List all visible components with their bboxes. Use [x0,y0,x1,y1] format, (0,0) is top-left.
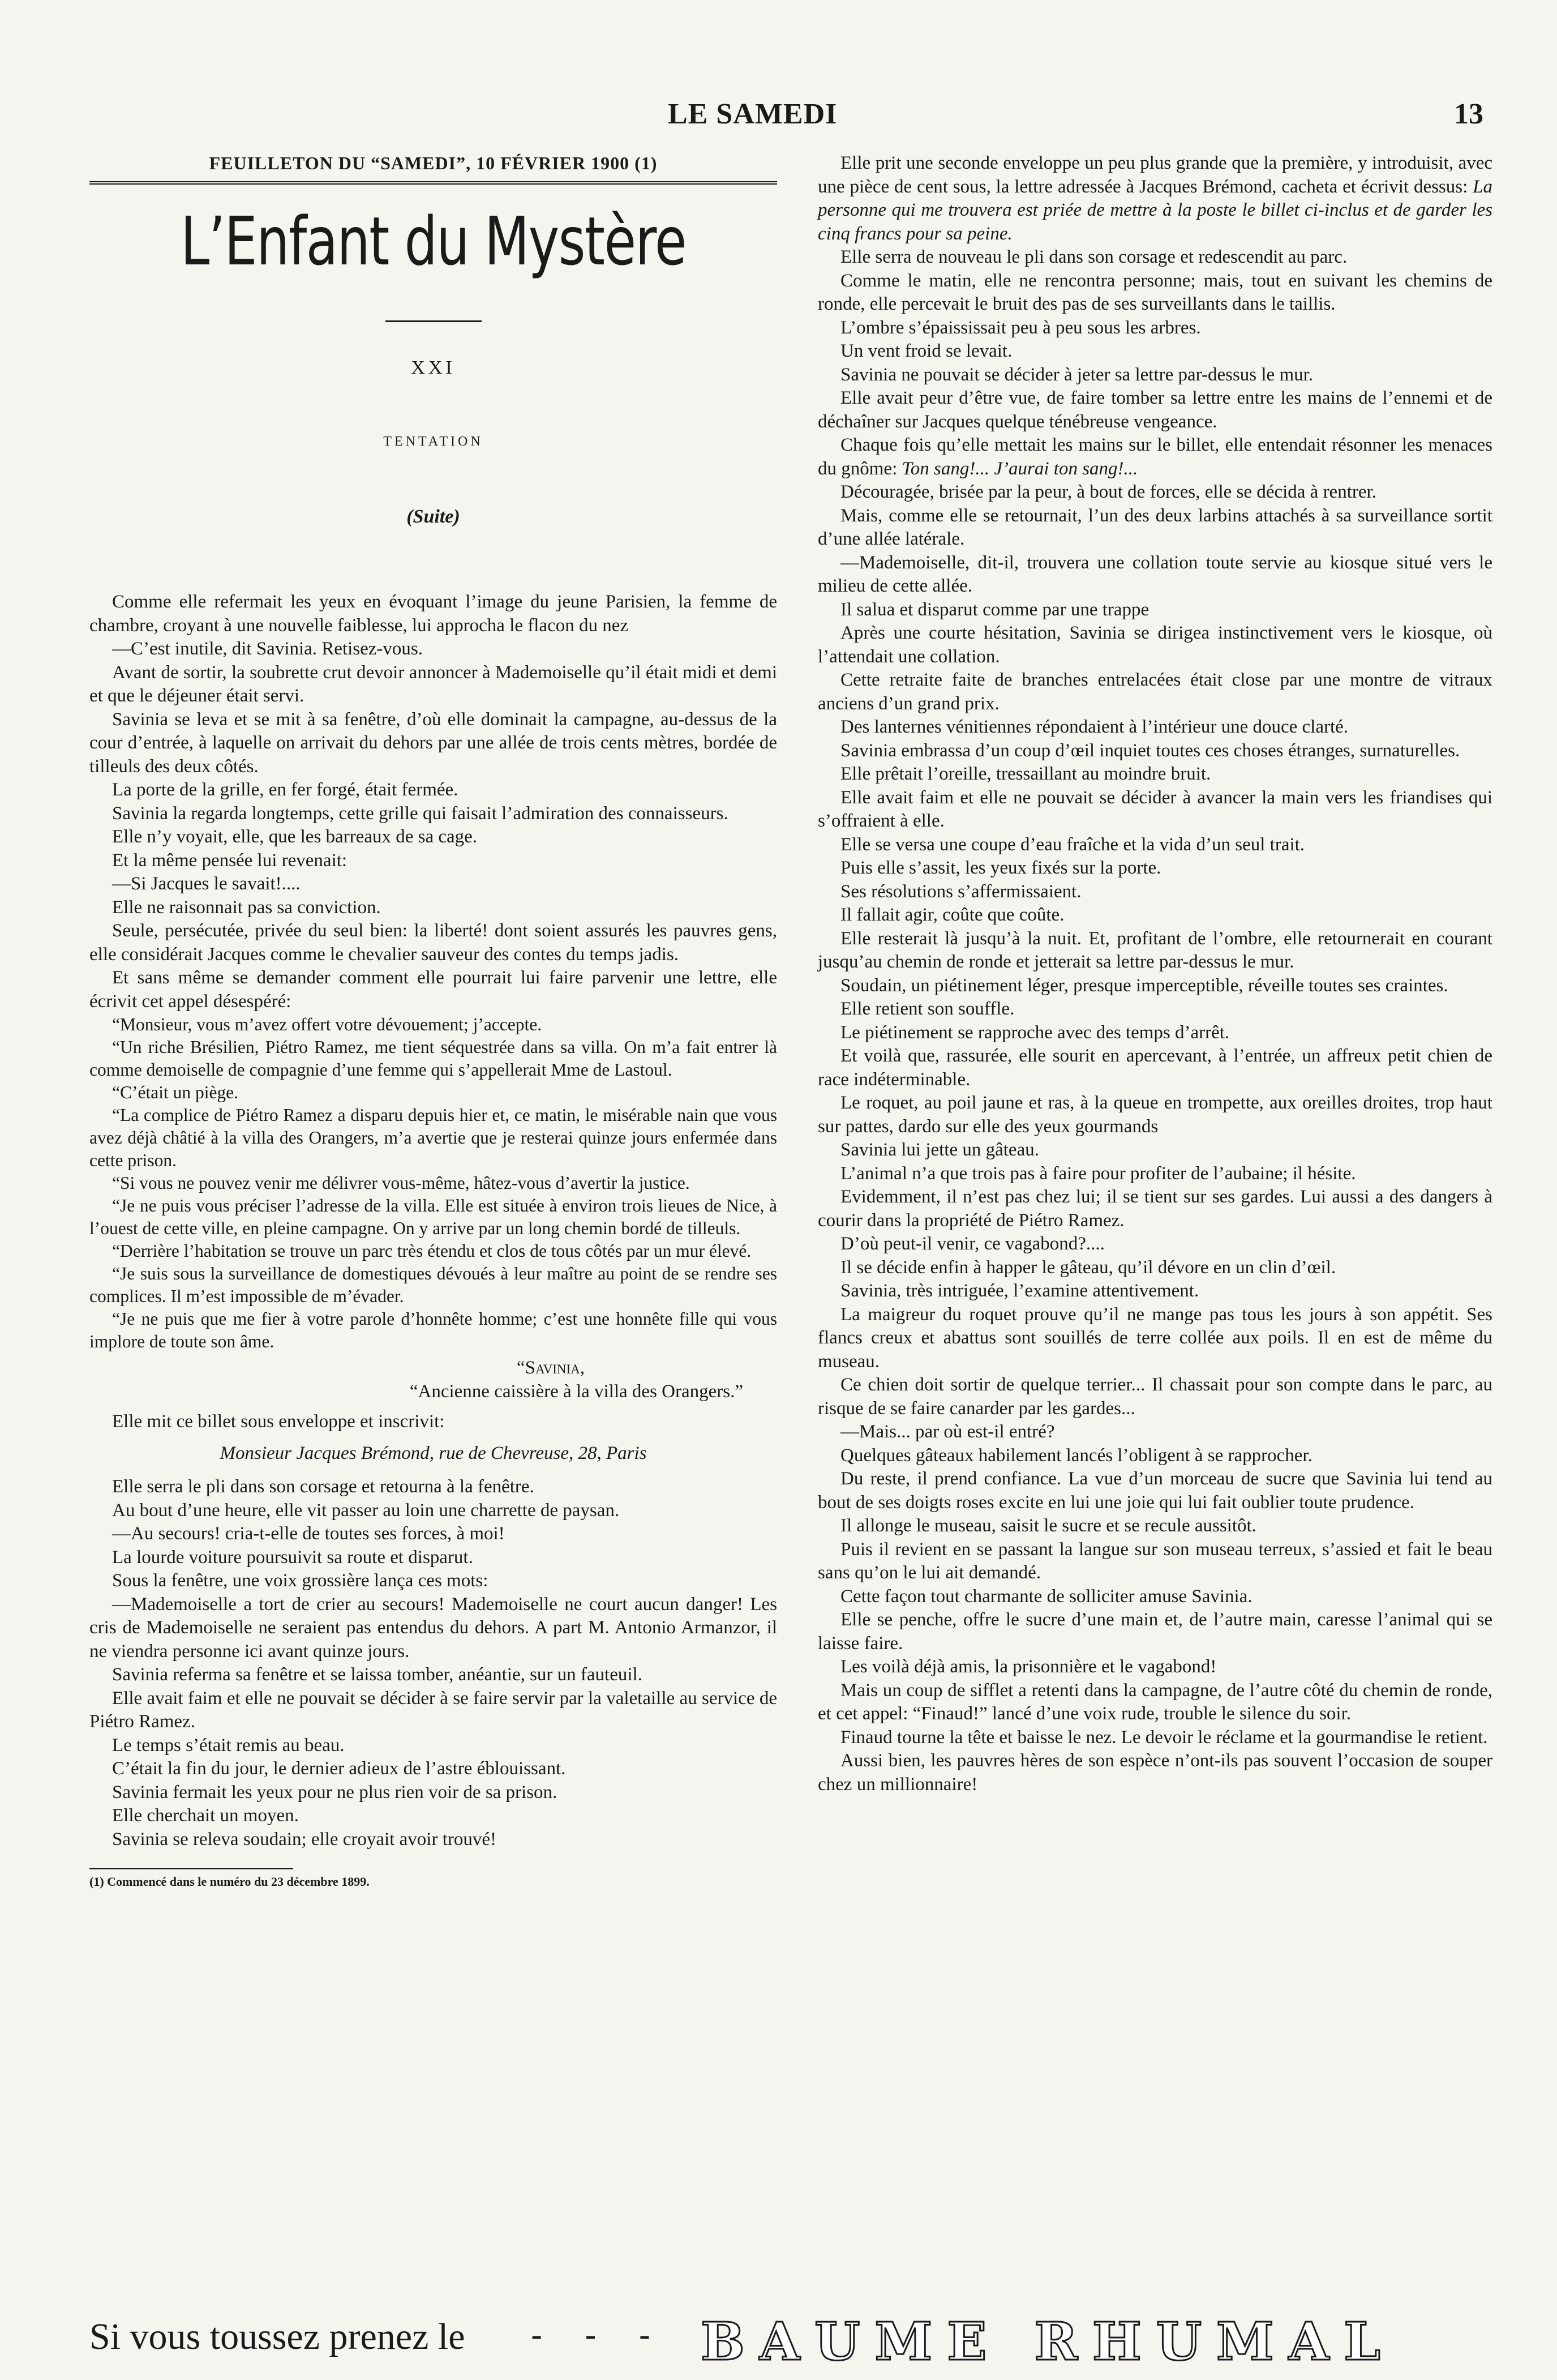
paragraph [818,998,1492,1021]
paragraph [818,739,1492,763]
left-after [89,1410,777,1434]
paragraph [818,1420,1492,1444]
paragraph-text: Les voilà déjà amis, la prisonnière et le vagabond! [840,1656,1217,1677]
paragraph-text: Savinia fermait les yeux pour ne plus rien voir de sa prison. [112,1782,557,1803]
paragraph-text: L’ombre s’épaississait peu à peu sous les arbres. [840,317,1201,338]
paragraph-text: C’était la fin du jour, le dernier adieux de l’astre éblouissant. [112,1758,566,1779]
paragraph [89,1081,777,1104]
paragraph-text: Finaud tourne la tête et baisse le nez. Le devoir le réclame et la gourmandise le retient. [840,1727,1488,1748]
paragraph-text: “Je ne puis que me fier à votre parole d’honnête homme; c’est une honnête fille qui vous implore de toute son âme. [89,1309,777,1351]
paragraph [818,1655,1492,1679]
paragraph [89,802,777,826]
paragraph [818,434,1492,481]
paragraph-text: “Je ne puis vous préciser l’adresse de la villa. Elle est située à environ trois lieues de Nice, à l’ouest de cette ville, en pleine campagne. On y arrive par un long chemin bordé de tilleuls. [89,1196,777,1238]
paragraph [89,1262,777,1308]
paragraph-text: Elle avait faim et elle ne pouvait se décider à se faire servir par la valetaille au service de Piétro Ramez. [89,1688,777,1732]
paragraph-text: L’animal n’a que trois pas à faire pour profiter de l’aubaine; il hésite. [840,1163,1356,1184]
paragraph [89,966,777,1013]
paragraph-text: Elle prêtait l’oreille, tressaillant au moindre bruit. [840,764,1211,784]
paragraph [89,661,777,708]
paragraph [818,551,1492,598]
paragraph [89,1593,777,1664]
paragraph-text: Savinia la regarda longtemps, cette grille qui faisait l’admiration des connaisseurs. [112,803,728,824]
feuilleton-header: FEUILLETON DU “SAMEDI”, 10 FÉVRIER 1900 (1) [89,152,777,185]
paragraph-text: Elle se penche, offre le sucre d’une main et, de l’autre main, caresse l’animal qui se laisse faire. [818,1610,1492,1654]
paragraph-text: La lourde voiture poursuivit sa route et disparut. [112,1547,473,1568]
paragraph [89,919,777,966]
paragraph [818,833,1492,857]
paragraph [89,1172,777,1195]
paragraph [818,904,1492,927]
paragraph [89,1569,777,1593]
paragraph-text: Chaque fois qu’elle mettait les mains sur le billet, elle entendait résonner les menaces du gnôme: [818,435,1492,479]
paragraph-text: Des lanternes vénitiennes répondaient à l’intérieur une douce clarté. [840,717,1349,737]
paragraph [818,763,1492,786]
paragraph-text: Au bout d’une heure, elle vit passer au loin une charrette de paysan. [112,1500,620,1521]
page-number: 13 [1454,98,1483,130]
paragraph-text: Elle avait faim et elle ne pouvait se décider à avancer la main vers les friandises qui s’offraient à elle. [818,787,1492,831]
paragraph-text: “Monsieur, vous m’avez offert votre dévouement; j’accepte. [112,1015,542,1034]
paragraph-text: La porte de la grille, en fer forgé, était fermée. [112,780,458,800]
paragraph [818,387,1492,434]
paragraph [89,1499,777,1523]
paragraph [89,1308,777,1353]
serial-title: L’Enfant du Mystère [181,202,686,280]
paragraph-text: Après une courte hésitation, Savinia se dirigea instinctivement vers le kiosque, où l’attendait une collation. [818,623,1492,667]
paragraph [818,1045,1492,1091]
paragraph [89,1475,777,1499]
paragraph [818,1444,1492,1468]
paragraph [818,340,1492,363]
paragraph [89,1410,777,1434]
paragraph-text: Elle serra le pli dans son corsage et retourna à la fenêtre. [112,1476,534,1497]
paragraph-italic-text: La personne qui me trouvera est priée de mettre à la poste le billet ci-inclus et de garder les cinq francs pour sa peine. [818,176,1492,244]
paragraph-text: Découragée, brisée par la peur, à bout de forces, elle se décida à rentrer. [840,482,1376,502]
paragraph [89,1804,777,1828]
left-body [89,590,777,1353]
paragraph [818,504,1492,551]
paragraph-text: Mais un coup de sifflet a retenti dans la campagne, de l’autre côté du chemin de ronde, et cet appel: “Finaud!” lancé d’une voix rude, trouble le silence du soir. [818,1680,1492,1724]
paragraph [818,1279,1492,1303]
paragraph [89,708,777,779]
paragraph [818,716,1492,739]
paragraph-text: “Un riche Brésilien, Piétro Ramez, me tient séquestrée dans sa villa. On m’a fait entrer là comme demoiselle de compagnie d’une femme qui s’appellerait Mme de Lastoul. [89,1037,777,1080]
paragraph [818,622,1492,669]
paragraph [818,1185,1492,1232]
paragraph-text: La maigreur du roquet prouve qu’il ne mange pas tous les jours à son appétit. Ses flancs creux et abattus sont souillés de terre collée aux poils. Il en est de même du museau. [818,1304,1492,1372]
paragraph [818,857,1492,880]
paragraph [89,1546,777,1570]
paragraph [818,1303,1492,1374]
paragraph-text: “Si vous ne pouvez venir me délivrer vous-même, hâtez-vous d’avertir la justice. [112,1173,690,1193]
paragraph-text: Ses résolutions s’affermissaient. [840,881,1082,902]
paragraph [818,1608,1492,1655]
paragraph [89,1195,777,1240]
paragraph-text: Savinia referma sa fenêtre et se laissa tomber, anéantie, sur un fauteuil. [112,1664,642,1685]
paragraph-text: Elle avait peur d’être vue, de faire tomber sa lettre entre les mains de l’ennemi et de déchaîner sur Jacques quelque ténébreuse vengeance. [818,388,1492,432]
paragraph-text: Seule, persécutée, privée du seul bien: la liberté! dont soient assurés les pauvres gens, elle considérait Jacques comme le chevalier sauveur des contes du temps jadis. [89,921,777,965]
paragraph [818,481,1492,504]
chapter-number: XXI [411,357,456,378]
paragraph [89,849,777,873]
paragraph-text: —Mademoiselle, dit-il, trouvera une collation toute servie au kiosque situé vers le milieu de cette allée. [818,552,1492,596]
paragraph [89,778,777,802]
ad-lead: Si vous toussez prenez le [89,2316,465,2357]
paragraph-text: Cette façon tout charmante de solliciter amuse Savinia. [840,1586,1253,1607]
paragraph [89,896,777,920]
paragraph [818,246,1492,269]
paragraph-text: Aussi bien, les pauvres hères de son espèce n’ont-ils pas souvent l’occasion de souper chez un millionnaire! [818,1750,1492,1795]
paragraph-text: Savinia se leva et se mit à sa fenêtre, d’où elle dominait la campagne, au-dessus de la cour d’entrée, à laquelle on arrivait du dehors par une allée de trois cents mètres, bordée de tilleuls des deux côtés. [89,709,777,777]
paragraph-text: Puis elle s’assit, les yeux fixés sur la porte. [840,858,1161,878]
paragraph-text: Mais, comme elle se retournait, l’un des deux larbins attachés à sa surveillance sortit d’une allée latérale. [818,505,1492,549]
paragraph-italic-text: Ton sang!... J’aurai ton sang!... [902,458,1138,479]
paragraph-text: Du reste, il prend confiance. La vue d’un morceau de sucre que Savinia lui tend au bout de ses doigts roses excite en lui une joie qui lui fait oublier toute prudence. [818,1469,1492,1513]
paragraph-text: Elle prit une seconde enveloppe un peu plus grande que la première, y introduisit, avec une pièce de cent sous, la lettre adressée à Jacques Brémond, cacheta et écrivit dessus: [818,153,1492,197]
letter-signature-title: “Ancienne caissière à la villa des Orangers.” [409,1381,743,1402]
paragraph [89,1522,777,1546]
paragraph-text: Elle n’y voyait, elle, que les barreaux de sa cage. [112,827,478,847]
paragraph-text: Et sans même se demander comment elle pourrait lui faire parvenir une lettre, elle écrivit cet appel désespéré: [89,968,777,1012]
paragraph [89,825,777,849]
right-body [818,152,1492,1796]
paragraph-text: Il salua et disparut comme par une trappe [840,599,1149,620]
paragraph [89,590,777,637]
paragraph [818,1138,1492,1162]
paragraph-text: Avant de sortir, la soubrette crut devoir annoncer à Mademoiselle qu’il était midi et demi et que le déjeuner était servi. [89,662,777,706]
ad-brand: BAUME RHUMAL [701,2311,1395,2372]
paragraph-text: Elle serra de nouveau le pli dans son corsage et redescendit au parc. [840,247,1348,267]
paragraph [818,1373,1492,1420]
paragraph [818,1538,1492,1585]
letter-signature: “Savinia, [516,1358,585,1378]
paragraph-text: Quelques gâteaux habilement lancés l’obligent à se rapprocher. [840,1445,1312,1466]
paragraph-text: Elle se versa une coupe d’eau fraîche et la vida d’un seul trait. [840,834,1305,855]
paragraph-text: D’où peut-il venir, ce vagabond?.... [840,1234,1105,1254]
left-end [89,1475,777,1851]
paragraph [89,1687,777,1734]
paragraph-text: —Mais... par où est-il entré? [840,1422,1055,1442]
paragraph [89,1781,777,1805]
paragraph-text: Puis il revient en se passant la langue sur son museau terreux, s’assied et fait le beau sans qu’on le lui ait demandé. [818,1539,1492,1583]
paragraph [89,1240,777,1262]
paragraph [89,1013,777,1036]
paragraph-text: Il se décide enfin à happer le gâteau, qu’il dévore en un clin d’œil. [840,1257,1336,1278]
paragraph [89,637,777,661]
title-rule [385,320,482,322]
paragraph [89,1036,777,1081]
running-title: LE SAMEDI [668,98,838,130]
paragraph [89,1757,777,1781]
paragraph-text: Savinia embrassa d’un coup d’œil inquiet toutes ces choses étranges, surnaturelles. [840,740,1460,761]
paragraph-text: Et la même pensée lui revenait: [112,850,348,871]
paragraph-text: —Au secours! cria-t-elle de toutes ses forces, à moi! [112,1523,505,1544]
paragraph [818,1256,1492,1280]
paragraph-text: Comme le matin, elle ne rencontra personne; mais, tout en suivant les chemins de ronde, elle percevait le bruit des pas de ses surveillants dans le taillis. [818,270,1492,314]
paragraph-text: Soudain, un piétinement léger, presque imperceptible, réveille toutes ses craintes. [840,975,1448,996]
chapter-title: TENTATION [383,434,483,449]
paragraph-text: Le piétinement se rapproche avec des temps d’arrêt. [840,1022,1230,1043]
paragraph-text: Savinia lui jette un gâteau. [840,1140,1039,1160]
paragraph-text: Il fallait agir, coûte que coûte. [840,905,1065,925]
paragraph-text: —C’est inutile, dit Savinia. Retisez-vous. [112,639,423,659]
paragraph-text: Un vent froid se levait. [840,341,1013,361]
paragraph [818,1467,1492,1514]
paragraph-text: Cette retraite faite de branches entrelacées était close par une montre de vitraux anciens d’un grand prix. [818,670,1492,714]
paragraph [818,1679,1492,1726]
paragraph-text: Elle resterait là jusqu’à la nuit. Et, profitant de l’ombre, elle retournerait en courant jusqu’au chemin de ronde et jetterait sa lettre par-dessus le mur. [818,928,1492,972]
paragraph [818,598,1492,622]
paragraph [818,1514,1492,1538]
paragraph-text: Savinia se releva soudain; elle croyait avoir trouvé! [112,1829,496,1850]
paragraph-text: “C’était un piège. [112,1082,239,1102]
paragraph [818,1021,1492,1045]
paragraph [89,1663,777,1687]
paragraph [818,1162,1492,1186]
envelope-address: Monsieur Jacques Brémond, rue de Chevreuse, 28, Paris [220,1442,647,1463]
paragraph-text: Sous la fenêtre, une voix grossière lança ces mots: [112,1570,488,1591]
paragraph [818,363,1492,387]
paragraph [89,1828,777,1852]
suite-label: (Suite) [406,506,460,527]
footnote-rule [89,1868,293,1869]
paragraph-text: Et voilà que, rassurée, elle sourit en apercevant, à l’entrée, un affreux petit chien de race indéterminable. [818,1046,1492,1090]
paragraph-text: Elle mit ce billet sous enveloppe et inscrivit: [112,1411,445,1432]
paragraph-text: “Je suis sous la surveillance de domestiques dévoués à leur maître au point de se rendre ses complices. Il m’est impossible de m’évader. [89,1264,777,1306]
paragraph-text: Il allonge le museau, saisit le sucre et se recule aussitôt. [840,1516,1256,1536]
paragraph-text: Elle cherchait un moyen. [112,1805,299,1826]
paragraph-text: Elle retient son souffle. [840,999,1015,1019]
paragraph [818,880,1492,904]
paragraph [818,1726,1492,1750]
paragraph-text: “Derrière l’habitation se trouve un parc très étendu et clos de tous côtés par un mur élevé. [112,1241,752,1261]
paragraph-text: Elle ne raisonnait pas sa conviction. [112,897,381,918]
paragraph [818,927,1492,974]
paragraph-text: Le roquet, au poil jaune et ras, à la queue en trompette, aux oreilles droites, trop haut sur pattes, dardo sur elle des yeux gourmands [818,1093,1492,1137]
paragraph [818,1232,1492,1256]
paragraph [818,1749,1492,1796]
paragraph [818,152,1492,246]
paragraph [89,872,777,896]
paragraph-text: “La complice de Piétro Ramez a disparu depuis hier et, ce matin, le misérable nain que vous avez déjà châtié à la villa des Orangers, m’a avertie que je resterai quinze jours enfermée dans cette prison. [89,1105,777,1170]
right-column [818,152,1492,1796]
paragraph [818,669,1492,716]
paragraph [818,974,1492,998]
paragraph [89,1734,777,1758]
footnote: (1) Commencé dans le numéro du 23 décembre 1899. [89,1874,370,1889]
paragraph-text: —Mademoiselle a tort de crier au secours! Mademoiselle ne court aucun danger! Les cris de Mademoiselle ne seraient pas entendus du dehors. A part M. Antonio Armanzor, il ne viendra personne ici avant quinze jours. [89,1594,777,1662]
paragraph [818,269,1492,316]
paragraph-text: Ce chien doit sortir de quelque terrier... Il chassait pour son compte dans le parc, au risque de se faire canarder par les gardes... [818,1375,1492,1419]
paragraph-text: Evidemment, il n’est pas chez lui; il se tient sur ses gardes. Lui aussi a des dangers à courir dans la propriété de Piétro Ramez. [818,1187,1492,1231]
left-column [89,152,777,1890]
paragraph [818,1091,1492,1138]
paragraph-text: Savinia ne pouvait se décider à jeter sa lettre par-dessus le mur. [840,364,1314,385]
advertisement [89,2311,1493,2372]
paragraph-text: —Si Jacques le savait!.... [112,874,301,894]
paragraph-text: Comme elle refermait les yeux en évoquant l’image du jeune Parisien, la femme de chambre, croyant à une nouvelle faiblesse, lui approcha le flacon du nez [89,592,777,636]
paragraph-text: Le temps s’était remis au beau. [112,1735,345,1756]
paragraph [818,1585,1492,1609]
paragraph [89,1104,777,1172]
paragraph [818,316,1492,340]
paragraph-text: Savinia, très intriguée, l’examine attentivement. [840,1281,1199,1301]
ad-dashes: - - - [531,2315,666,2355]
paragraph [818,786,1492,833]
